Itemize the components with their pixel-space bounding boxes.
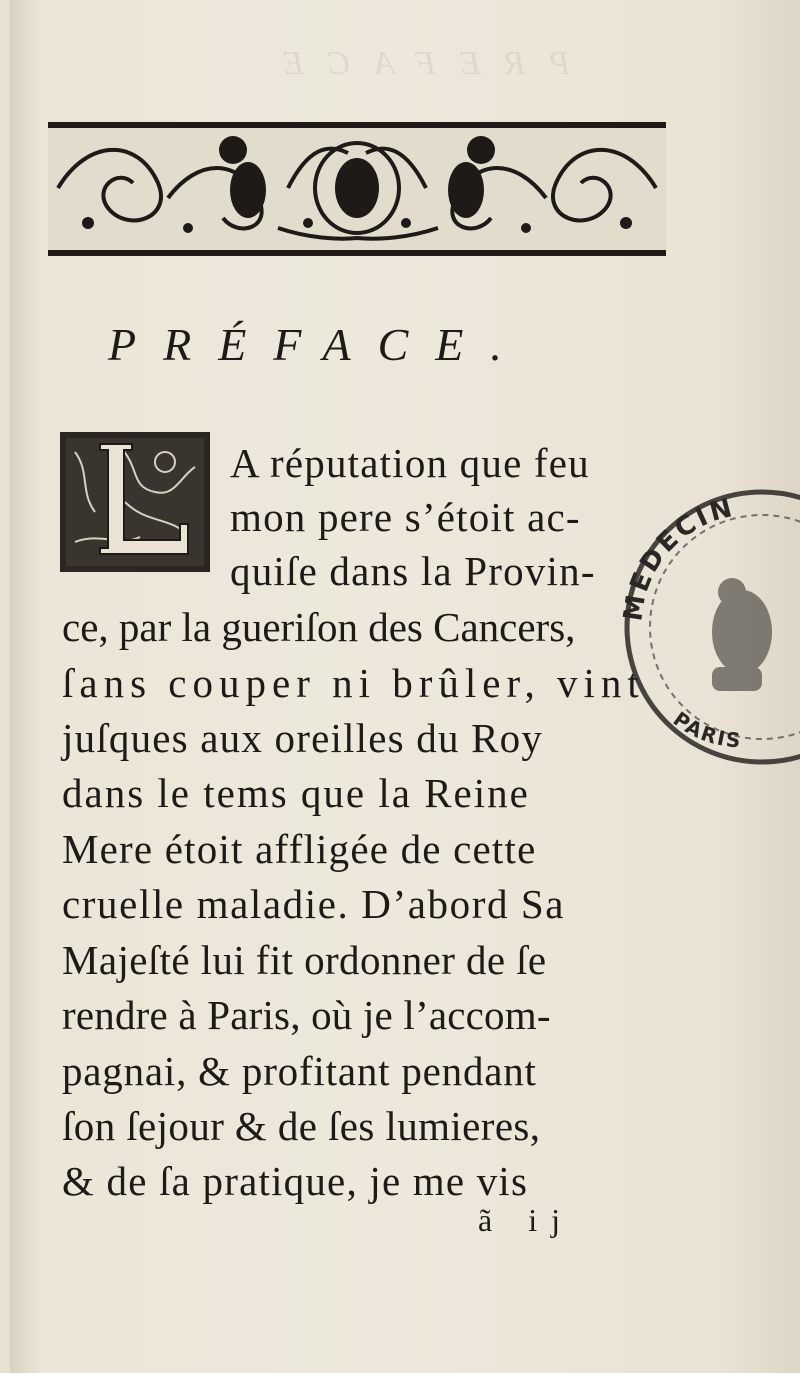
- text-line: pagnai, & profitant pendant: [62, 1048, 537, 1094]
- text-line: rendre à Paris, où je l’accom-: [62, 992, 551, 1038]
- text-line: Mere étoit affligée de cette: [62, 826, 537, 872]
- headpiece-ornament: [48, 122, 666, 256]
- text-line: mon pere s’étoit ac-: [230, 494, 581, 540]
- signature-mark: ã ij: [478, 1202, 574, 1238]
- bleed-through-text: PREFACE: [259, 45, 570, 82]
- text-line: juſques aux oreilles du Roy: [62, 715, 544, 761]
- library-stamp: [612, 482, 800, 772]
- text-line: ſans couper ni brûler, vint: [62, 660, 645, 706]
- text-line: A réputation que feu: [230, 440, 590, 486]
- text-line: Majeſté lui fit ordonner de ſe: [62, 937, 547, 983]
- text-line: cruelle maladie. D’abord Sa: [62, 881, 566, 927]
- stamp-seal-icon: [612, 482, 800, 772]
- text-line: & de ſa pratique, je me vis: [62, 1158, 529, 1204]
- svg-text:MEDECIN: MEDECIN: [618, 492, 738, 624]
- text-line: quiſe dans la Provin-: [230, 548, 596, 594]
- dropcap-icon: [60, 432, 210, 572]
- svg-text:PARIS: PARIS: [668, 706, 744, 753]
- ornament-icon: [48, 128, 666, 250]
- text-line: ce, par la gueriſon des Cancers,: [62, 604, 576, 650]
- text-line: dans le tems que la Reine: [62, 770, 530, 816]
- text-line: ſon ſejour & de ſes lumieres,: [62, 1103, 541, 1149]
- page-title: PRÉFACE.: [108, 319, 529, 370]
- dropcap-woodcut: [60, 432, 210, 572]
